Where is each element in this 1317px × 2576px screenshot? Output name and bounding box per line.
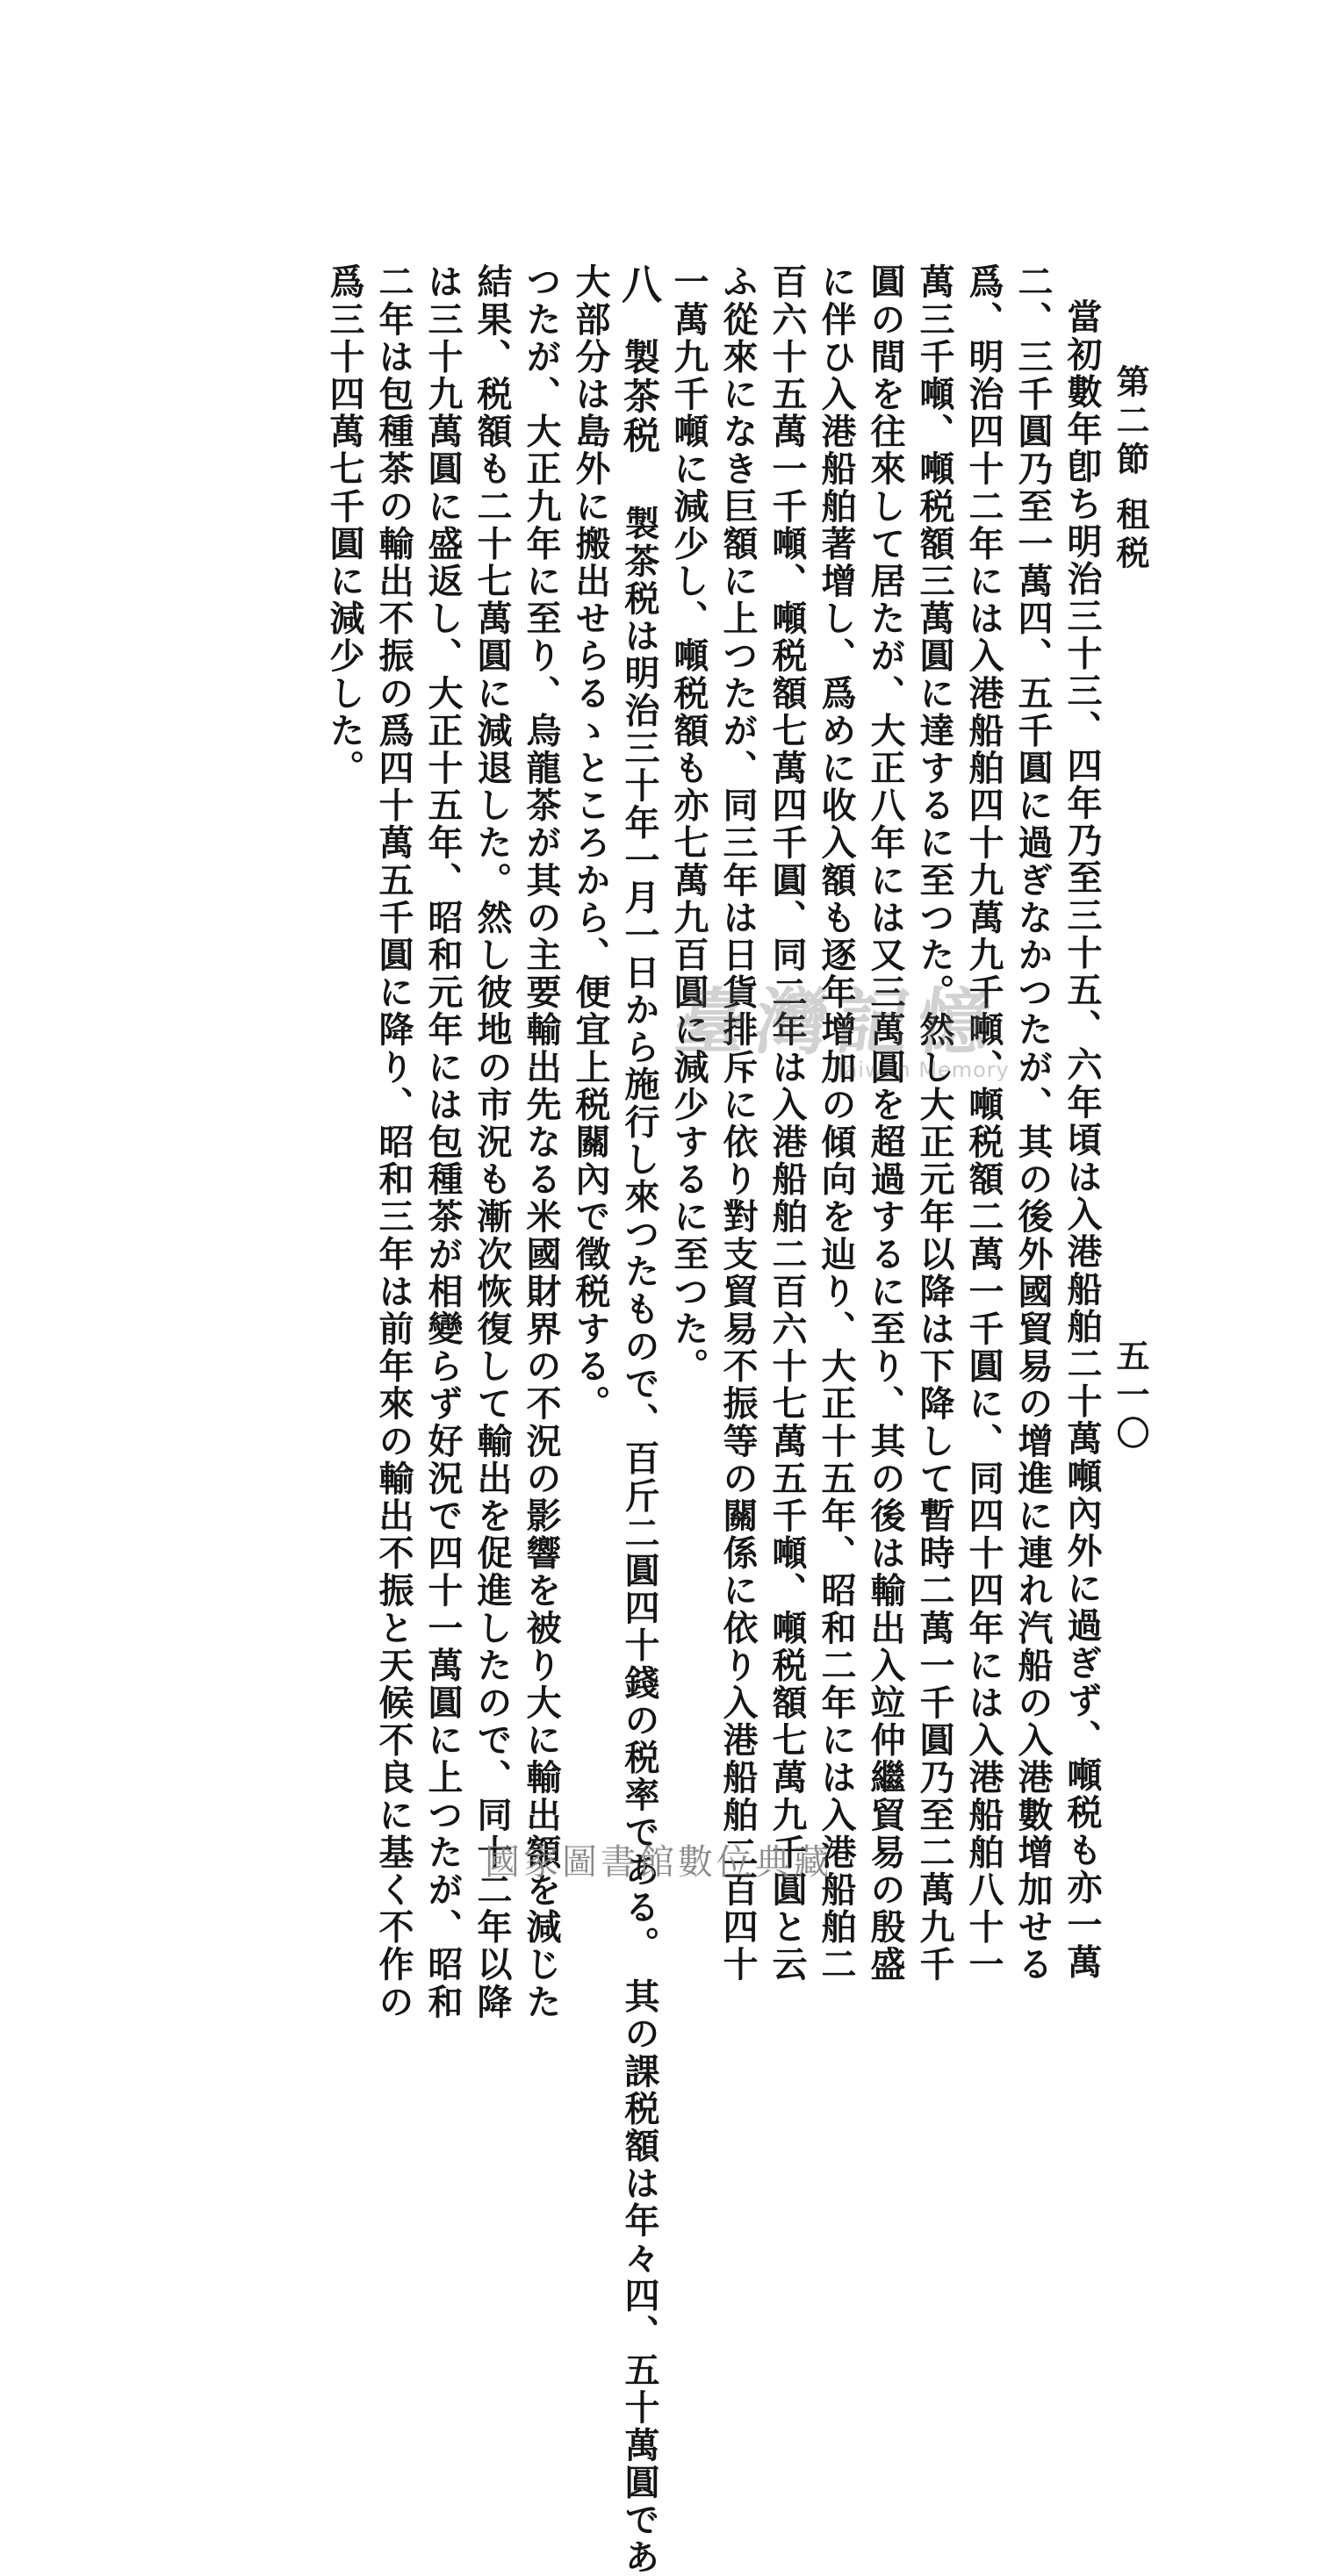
watermark-logo-text: 臺灣記憶 [669,980,1004,1065]
text-column: 爲三十四萬七千圓に減少した。 [324,263,365,787]
text-column: 百六十五萬一千噸、噸税額七萬四千圓、同二年は入港船舶二百六十七萬五千噸、噸税額七萬九千圓と云 [766,263,808,1984]
text-column: 大部分は島外に搬出せらるゝところから、便宜上税關內で徵税する。 [570,263,611,1423]
text-column: 二、三千圓乃至一萬四、五千圓に過ぎなかつたが、其の後外國貿易の增進に連れ汽船の入港數增加せる [1012,263,1054,1984]
text-column: 結果、税額も二十七萬圓に減退した。然し彼地の市況も漸次恢復して輸出を促進したので、同十二年以降 [471,263,513,2021]
text-column: 當初數年卽ち明治三十三、四年乃至三十五、六年頃は入港船舶二十萬噸內外に過ぎず、噸税も亦一萬 [1062,298,1103,1981]
text-column: 爲、明治四十二年には入港船舶四十九萬九千噸、噸税額二萬一千圓に、同四十四年には入港船舶八十一 [963,263,1004,1984]
watermark-subtitle: Taiwan Memory [834,1058,1010,1082]
text-column: ふ從來になき巨額に上つたが、同三年は日貨排斥に依り對支貿易不振等の關係に依り入港船舶二百四十 [717,263,759,1984]
text-column: 圓の間を往來して居たが、大正八年には又三萬圓を超過するに至り、其の後は輸出入竝仲繼貿易の殷盛 [865,263,906,1984]
footer-credit: 國家圖書館數位典藏 [485,1842,832,1883]
section-heading [615,263,664,2576]
text-column: 二年は包種茶の輸出不振の爲四十萬五千圓に降り、昭和三年は前年來の輸出不振と天候不良に基く不作の [373,263,414,2021]
section-number: 八 [615,263,663,306]
section-heading-text: 製茶税は明治三十年一月一日から施行し來つたもので、百斤二圓四十錢の税率である。 [619,505,660,1963]
section-heading-continuation: 其の課税額は年々四、五十萬圓であ [619,1977,660,2576]
taiwan-memory-watermark [669,957,1045,1097]
page-number: 五一〇 [1111,1338,1150,1454]
section-title: 製茶税 [618,338,661,456]
text-column: 一萬九千噸に減少し、噸税額も亦七萬九百圓に減少するに至つた。 [668,263,709,1385]
text-column: 萬三千噸、噸税額三萬圓に達するに至つた。然し大正元年以降は下降して暫時二萬一千圓乃至二萬九千 [914,263,955,1984]
text-column: つたが、大正九年に至り、烏龍茶が其の主要輸出先なる米國財界の不況の影響を被り大に輸出額を減じた [521,263,562,2021]
running-head: 第二節 租税 [1111,364,1150,575]
text-column: は三十九萬圓に盛返し、大正十五年、昭和元年には包種茶が相變らず好況で四十一萬圓に上つたが、昭和 [422,263,464,2021]
text-column: に伴ひ入港船舶著增し、爲めに收入額も逐年增加の傾向を辿り、大正十五年、昭和二年には入港船舶二 [816,263,857,1984]
